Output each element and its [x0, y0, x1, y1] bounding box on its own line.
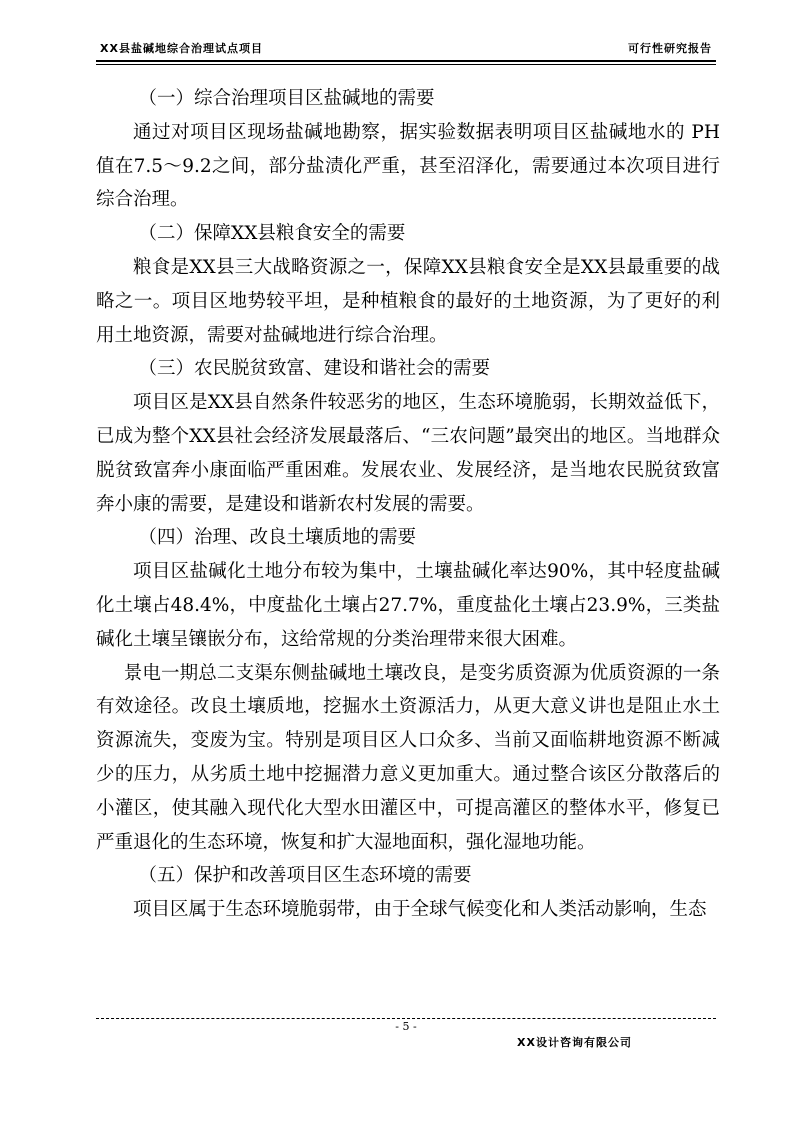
paragraph-2: 粮食是XX县三大战略资源之一，保障XX县粮食安全是XX县最重要的战略之一。项目区地势较平坦，是种植粮食的最好的土地资源，为了更好的利用土地资源，需要对盐碱地进行综合治理。: [96, 256, 720, 346]
document-body: [96, 82, 720, 927]
section-heading-4: （四）治理、改良土壤质地的需要: [138, 527, 417, 549]
section-heading-3: （三）农民脱贫致富、建设和谐社会的需要: [138, 358, 491, 380]
header-rule-thin: [96, 64, 716, 65]
section-heading-2: （二）保障XX县粮食安全的需要: [138, 223, 406, 245]
footer-rule: [96, 1018, 716, 1019]
page-number: - 5 -: [395, 1020, 417, 1033]
paragraph-3: 项目区是XX县自然条件较恶劣的地区，生态环境脆弱，长期效益低下，已成为整个XX县社会经济发展最落后、“三农问题”最突出的地区。当地群众脱贫致富奔小康面临严重困难。发展农业、发展经济，是当地农民脱贫致富奔小康的需要，是建设和谐新农村发展的需要。: [96, 392, 720, 515]
page-header: [96, 36, 716, 60]
section-heading-5: （五）保护和改善项目区生态环境的需要: [138, 865, 472, 887]
section-heading-1: （一）综合治理项目区盐碱地的需要: [138, 88, 435, 109]
footer-company: XX设计咨询有限公司: [517, 1036, 632, 1049]
paragraph-6: 项目区属于生态环境脆弱带，由于全球气候变化和人类活动影响，生态: [133, 899, 707, 921]
paragraph-5: 景电一期总二支渠东侧盐碱地土壤改良，是变劣质资源为优质资源的一条有效途径。改良土壤质地，挖掘水土资源活力，从更大意义讲也是阻止水土资源流失，变废为宝。特别是项目区人口众多、当前又面临耕地资源不断减少的压力，从劣质土地中挖掘潜力意义更加重大。通过整合该区分散落后的小灌区，使其融入现代化大型水田灌区中，可提高灌区的整体水平，修复已严重退化的生态环境，恢复和扩大湿地面积，强化湿地功能。: [96, 662, 720, 853]
paragraph-1: 通过对项目区现场盐碱地勘察，据实验数据表明项目区盐碱地水的 PH 值在7.5～9.2之间，部分盐渍化严重，甚至沼泽化，需要通过本次项目进行综合治理。: [96, 121, 720, 211]
header-rule-thick: [96, 60, 716, 62]
header-project-title: XX县盐碱地综合治理试点项目: [100, 42, 263, 55]
page-footer: [96, 1018, 716, 1049]
paragraph-4: 项目区盐碱化土地分布较为集中，土壤盐碱化率达90%，其中轻度盐碱化土壤占48.4%，中度盐化土壤占27.7%，重度盐化土壤占23.9%，三类盐碱化土壤呈镶嵌分布，这给常规的分类治理带来很大困难。: [96, 561, 720, 650]
header-report-type: 可行性研究报告: [628, 42, 712, 55]
